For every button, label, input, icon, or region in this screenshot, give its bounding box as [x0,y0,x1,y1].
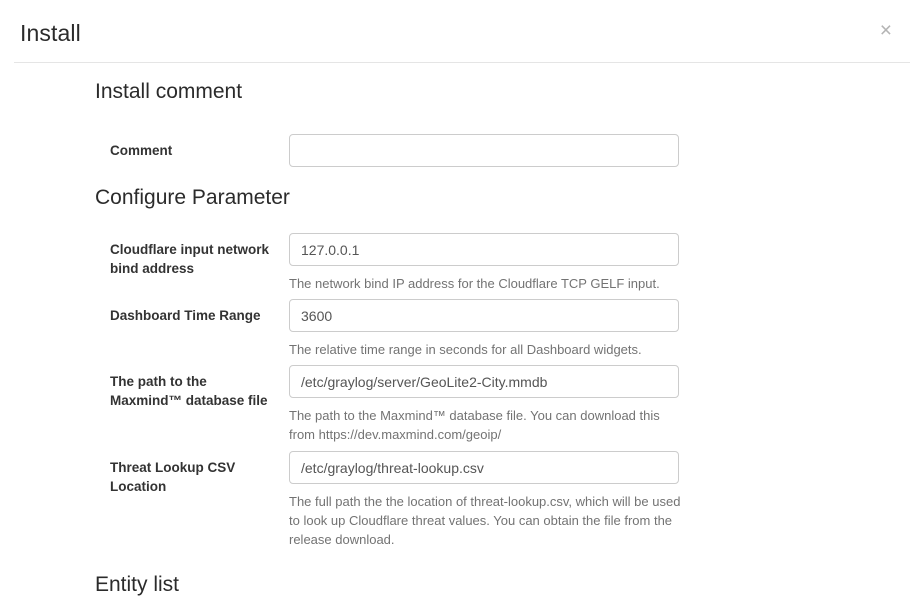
close-icon[interactable]: × [876,18,896,43]
help-maxmind-db-path: The path to the Maxmind™ database file. You can download this from https://dev.maxmind.com/geoip/ [289,408,660,442]
comment-input[interactable] [289,134,679,167]
section-heading-entity-list: Entity list [95,573,180,596]
section-heading-install-comment: Install comment [95,80,243,103]
cloudflare-bind-address-input[interactable] [289,233,679,266]
section-heading-configure-parameter: Configure Parameter [95,186,290,209]
label-maxmind-db-path: The path to the Maxmind™ database file [110,374,268,409]
help-threat-lookup-csv: The full path the the location of threat-lookup.csv, which will be used to look up Cloudflare threat values. You can obtain the file from the release download. [289,494,681,547]
modal-header [14,0,910,63]
dashboard-time-range-input[interactable] [289,299,679,332]
label-threat-lookup-csv: Threat Lookup CSV Location [110,460,236,495]
maxmind-db-path-input[interactable] [289,365,679,398]
label-comment: Comment [110,143,173,158]
threat-lookup-csv-input[interactable] [289,451,679,484]
help-cloudflare-bind-address: The network bind IP address for the Cloudflare TCP GELF input. [289,276,660,291]
modal-body [14,63,910,602]
help-dashboard-time-range: The relative time range in seconds for all Dashboard widgets. [289,342,642,357]
page-title: Install [20,20,81,46]
label-dashboard-time-range: Dashboard Time Range [110,308,261,323]
modal-content [14,0,910,602]
label-cloudflare-bind-address: Cloudflare input network bind address [110,242,270,277]
